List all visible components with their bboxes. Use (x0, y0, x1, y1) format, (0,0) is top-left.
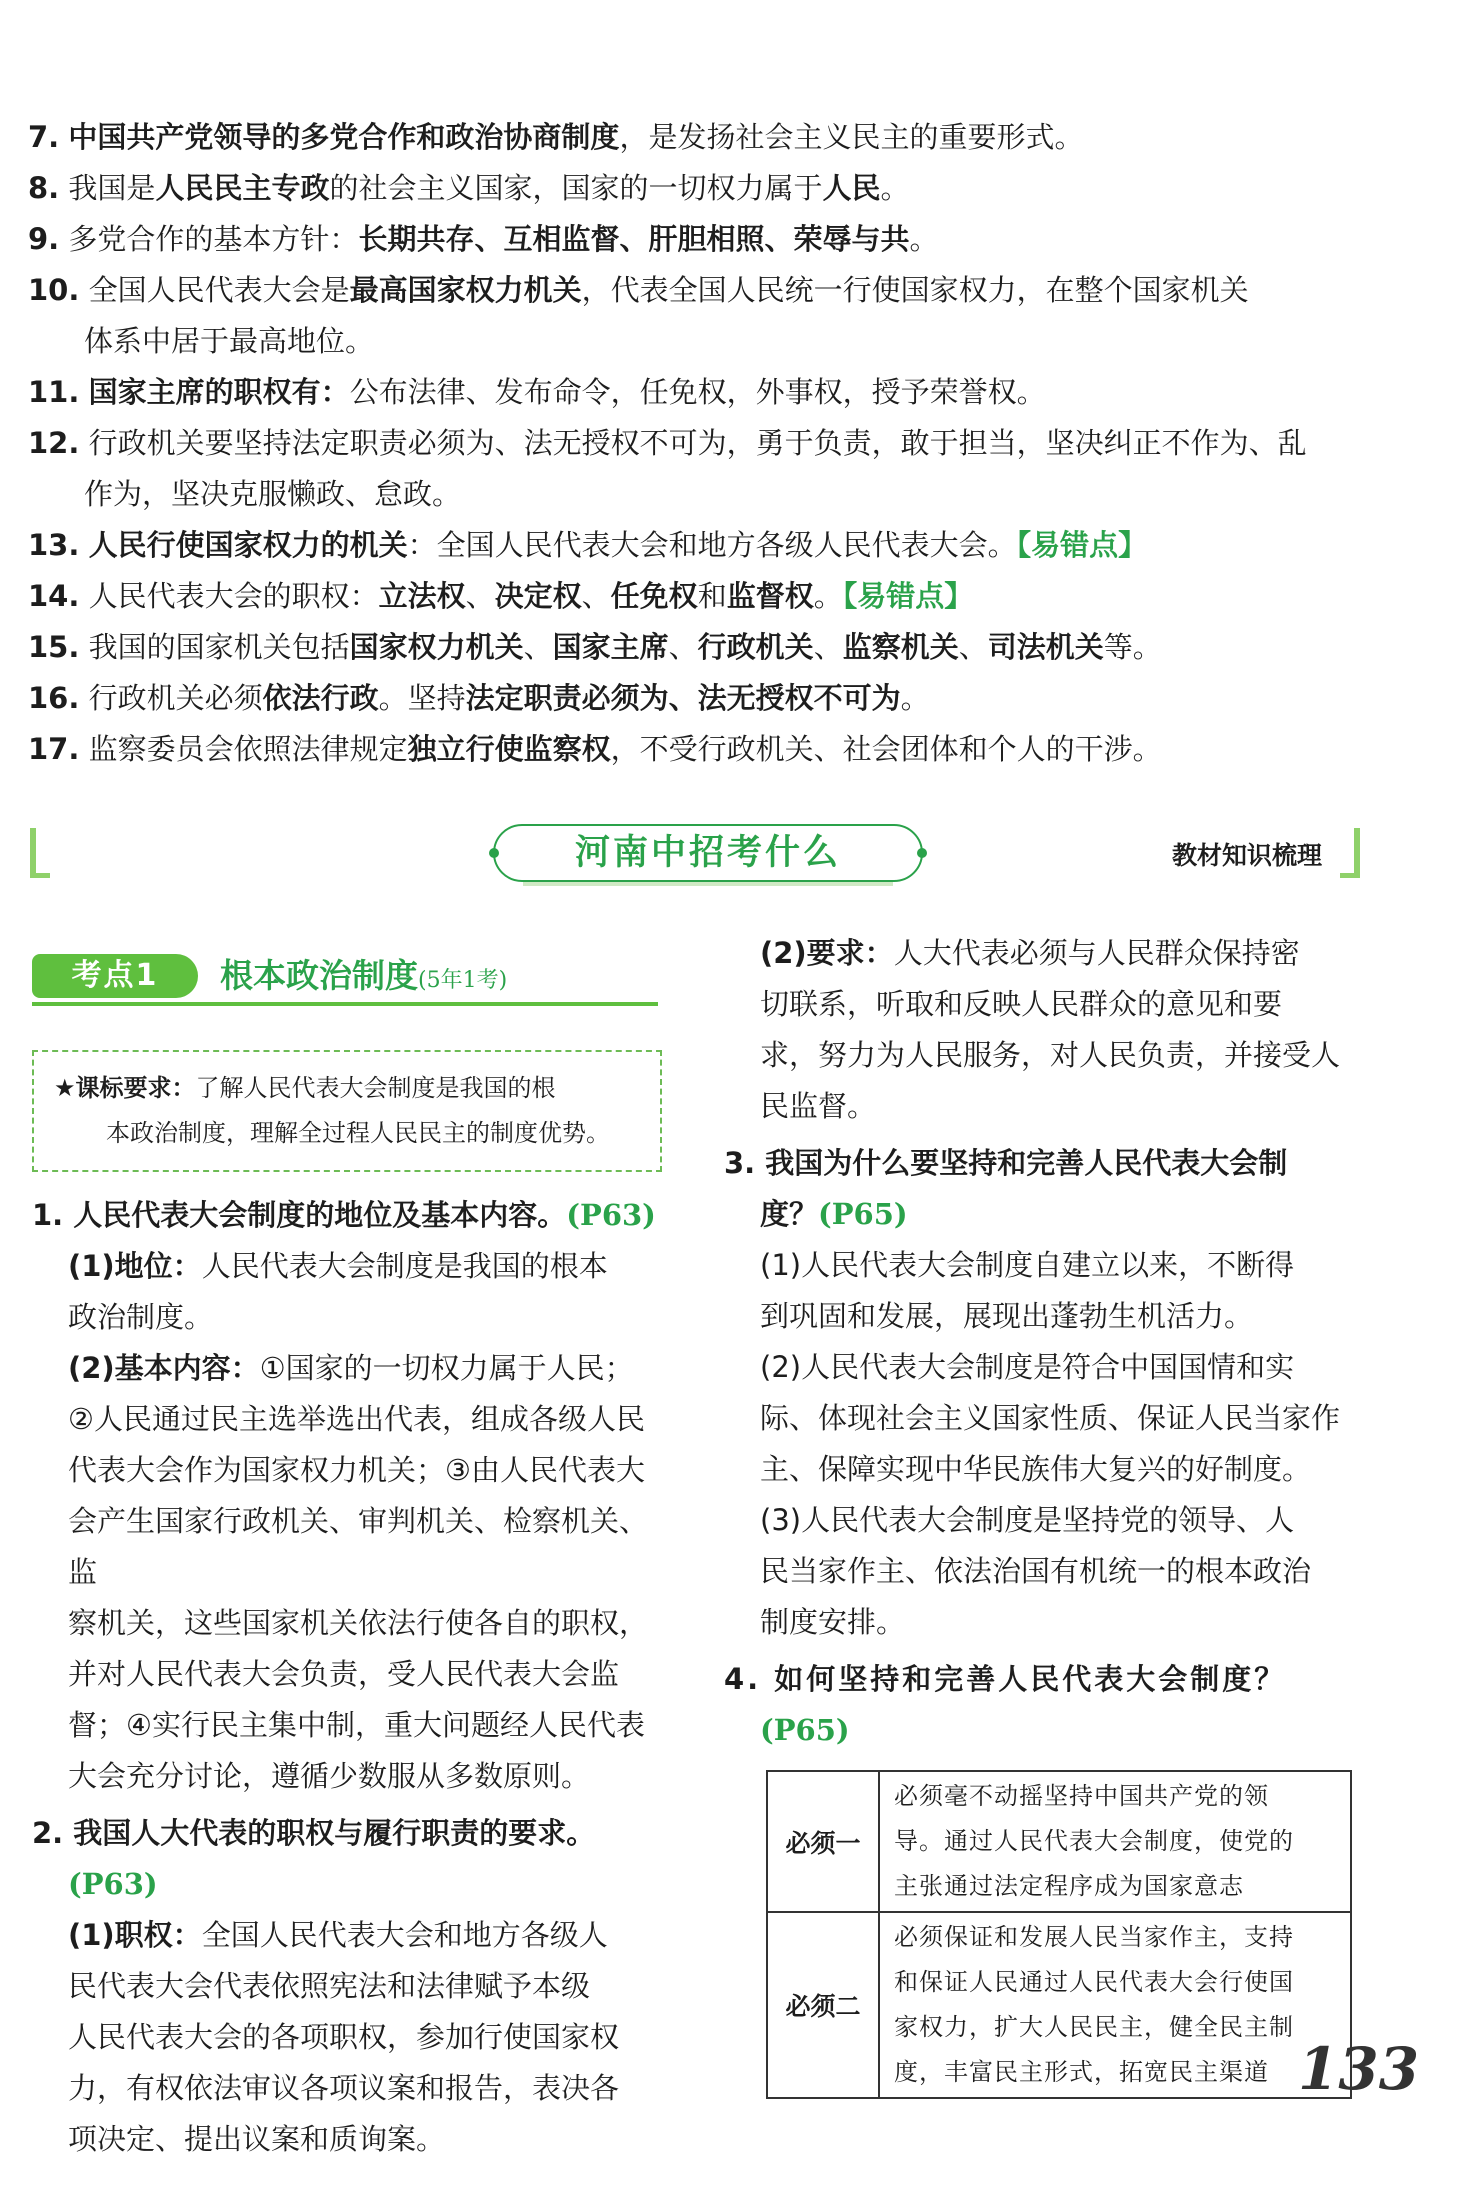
list-item (28, 673, 1363, 724)
answer-line: 会产生国家行政机关、审判机关、检察机关、监 (68, 1504, 649, 1589)
answer-line: (3)人民代表大会制度是坚持党的领导、人 (760, 1503, 1295, 1537)
answer-continuation (32, 1394, 662, 1802)
item-text: 多党合作的基本方针： (68, 222, 359, 256)
item-text: 独立行使监察权 (407, 732, 611, 766)
answer-line: (1)人民代表大会制度自建立以来，不断得 (760, 1248, 1295, 1282)
question-3 (724, 1138, 1364, 1648)
answer-line: 民代表大会代表依照宪法和法律赋予本级 (68, 1969, 591, 2003)
answer-line: 并对人民代表大会负责，受人民代表大会监 (68, 1657, 620, 1691)
dot-decoration (489, 848, 499, 858)
item-text: 任免权 (610, 579, 698, 613)
item-text: 作为，坚决克服懒政、怠政。 (84, 477, 462, 511)
answer-text: ①国家的一切权力属于人民； (259, 1351, 634, 1385)
page-ref: (P63) (566, 1198, 656, 1232)
cell-line: 和保证人民通过人民代表大会行使国 (894, 1968, 1294, 1996)
question-2 (32, 1808, 662, 2165)
answer-line: 政治制度。 (68, 1300, 214, 1334)
item-text: 最高国家权力机关 (349, 273, 582, 307)
item-text: 国家权力机关 (349, 630, 524, 664)
list-item (28, 418, 1363, 469)
answer-line: 人民代表大会的各项职权，参加行使国家权 (68, 2020, 620, 2054)
cell-line: 度，丰富民主形式，拓宽民主渠道 (894, 2058, 1269, 2086)
list-item (28, 520, 1363, 571)
error-prone-tag: 【易错点】 (1016, 528, 1148, 562)
page-ref: (P65) (760, 1713, 850, 1747)
answer-text: 人大代表必须与人民群众保持密 (893, 936, 1300, 970)
answer-line: 切联系，听取和反映人民群众的意见和要 (760, 987, 1283, 1021)
item-text: 、 (581, 579, 611, 613)
answer-line: 际、体现社会主义国家性质、保证人民当家作 (760, 1401, 1341, 1435)
item-number: 11. (28, 375, 80, 409)
item-text: 国家主席的职权有： (88, 375, 350, 409)
table-row (767, 1912, 1351, 2098)
question-title-text: 度？ (760, 1197, 819, 1231)
item-text: 和 (697, 579, 727, 613)
item-text: ，是发扬社会主义民主的重要形式。 (619, 120, 1084, 154)
item-number: 17. (28, 732, 80, 766)
answer-line: 到巩固和发展，展现出蓬勃生机活力。 (760, 1299, 1254, 1333)
item-text: 依法行政 (262, 681, 379, 715)
left-column (32, 952, 662, 2165)
kaodian-title-text: 根本政治制度 (220, 956, 418, 995)
answer-line: 代表大会作为国家权力机关；③由人民代表大 (68, 1453, 645, 1487)
item-text: 。 (813, 579, 843, 613)
list-item (28, 214, 1363, 265)
cell-line: 家权力，扩大人民民主，健全民主制 (894, 2013, 1294, 2041)
answer-line: 大会充分讨论，遵循少数服从多数原则。 (68, 1759, 591, 1793)
item-text: 监督权 (726, 579, 814, 613)
item-text: 。坚持 (378, 681, 466, 715)
answer-line: (2)人民代表大会制度是符合中国国情和实 (760, 1350, 1295, 1384)
standard-line: 了解人民代表大会制度是我国的根 (195, 1074, 556, 1102)
list-item (28, 265, 1363, 316)
question-title-text: 2. 我国人大代表的职权与履行职责的要求。 (32, 1816, 596, 1850)
cell-line: 必须毫不动摇坚持中国共产党的领 (894, 1782, 1269, 1810)
answer-label: (2)基本内容： (68, 1351, 260, 1385)
question-3-answers (724, 1240, 1364, 1648)
banner-pill (493, 824, 923, 882)
answer-line: ②人民通过民主选举选出代表，组成各级人民 (68, 1402, 645, 1436)
list-item (28, 724, 1363, 775)
question-1 (32, 1190, 662, 1802)
item-text: 、 (813, 630, 843, 664)
item-text: 。 (880, 171, 910, 205)
item-text: 。 (909, 222, 939, 256)
answer-line: 求，努力为人民服务，对人民负责，并接受人 (760, 1038, 1341, 1072)
answer-line: 项决定、提出议案和质询案。 (68, 2122, 446, 2156)
answer-label: (1)职权： (68, 1918, 202, 1952)
item-text: 中国共产党领导的多党合作和政治协商制度 (68, 120, 620, 154)
item-text: 。 (900, 681, 930, 715)
list-item-continuation (28, 316, 1363, 367)
row-label: 必须一 (767, 1771, 879, 1912)
item-text: ，不受行政机关、社会团体和个人的干涉。 (610, 732, 1162, 766)
item-text: 体系中居于最高地位。 (84, 324, 375, 358)
question-4 (724, 1654, 1364, 2099)
item-text: 行政机关必须 (88, 681, 263, 715)
question-title-text: 3. 我国为什么要坚持和完善人民代表大会制 (724, 1146, 1288, 1180)
dot-decoration (917, 848, 927, 858)
kaodian-badge: 考点1 (32, 954, 198, 998)
item-text: ，代表全国人民统一行使国家权力，在整个国家机关 (581, 273, 1249, 307)
section-banner (30, 822, 1360, 892)
item-text: 人民 (822, 171, 881, 205)
item-text: 人民行使国家权力的机关 (88, 528, 408, 562)
item-text: 、 (465, 579, 495, 613)
answer-line (32, 1343, 662, 1394)
answer-line: 督；④实行民主集中制，重大问题经人民代表 (68, 1708, 645, 1742)
item-text: 全国人民代表大会是 (88, 273, 350, 307)
page-ref: (P65) (818, 1197, 908, 1231)
row-label: 必须二 (767, 1912, 879, 2098)
answer-line: 主、保障实现中华民族伟大复兴的好制度。 (760, 1452, 1312, 1486)
list-item (28, 367, 1363, 418)
cell-line: 主张通过法定程序成为国家意志 (894, 1872, 1244, 1900)
row-text (879, 1912, 1351, 2098)
answer-line: 民监督。 (760, 1089, 877, 1123)
question-2-ref (32, 1859, 662, 1910)
item-text: 决定权 (494, 579, 582, 613)
item-number: 16. (28, 681, 80, 715)
question-3-title (724, 1138, 1364, 1189)
answer-line: 力，有权依法审议各项议案和报告，表决各 (68, 2071, 620, 2105)
item-text: 国家主席 (552, 630, 669, 664)
curriculum-standard-box (32, 1050, 662, 1172)
item-number: 14. (28, 579, 80, 613)
item-number: 15. (28, 630, 80, 664)
answer-line (724, 928, 1364, 979)
list-item (28, 163, 1363, 214)
standard-line: 本政治制度，理解全过程人民民主的制度优势。 (106, 1119, 610, 1147)
banner-underline (523, 882, 893, 886)
kaodian-underline (32, 1002, 658, 1006)
question-title-text: 1. 人民代表大会制度的地位及基本内容。 (32, 1198, 567, 1232)
item-text: 、 (668, 630, 698, 664)
cell-line: 导。通过人民代表大会制度，使党的 (894, 1827, 1294, 1855)
question-4-title (724, 1654, 1364, 1705)
item-text: 司法机关 (987, 630, 1104, 664)
top-items-list (28, 112, 1363, 775)
item-text: 行政机关 (697, 630, 814, 664)
item-text: 行政机关要坚持法定职责必须为、法无授权不可为，勇于负责，敢于担当，坚决纠正不作为、乱 (88, 426, 1307, 460)
question-3-title-cont (724, 1189, 1364, 1240)
answer-text: 人民代表大会制度是我国的根本 (201, 1249, 608, 1283)
table-row (767, 1771, 1351, 1912)
standard-label: ★课标要求： (54, 1074, 196, 1102)
item-text: 、 (523, 630, 553, 664)
item-text: 等。 (1103, 630, 1162, 664)
list-item (28, 571, 1363, 622)
banner-subtitle: 教材知识梳理 (1171, 841, 1322, 870)
item-text: 的社会主义国家，国家的一切权力属于 (329, 171, 823, 205)
left-bracket-decoration (30, 828, 50, 878)
answer-line (32, 1241, 662, 1292)
row-text (879, 1771, 1351, 1912)
item-number: 13. (28, 528, 80, 562)
list-item (28, 112, 1363, 163)
item-text: 监察委员会依照法律规定 (88, 732, 408, 766)
kaodian-note: (5年1考) (418, 968, 508, 993)
item-text: 立法权 (378, 579, 466, 613)
item-text: 人民代表大会的职权： (88, 579, 379, 613)
banner-title: 河南中招考什么 (574, 833, 841, 873)
error-prone-tag: 【易错点】 (842, 579, 974, 613)
item-text: ：全国人民代表大会和地方各级人民代表大会。 (407, 528, 1017, 562)
answer-text: 全国人民代表大会和地方各级人 (201, 1918, 608, 1952)
answer-line: 民当家作主、依法治国有机统一的根本政治 (760, 1554, 1312, 1588)
question-1-title (32, 1190, 662, 1241)
item-number: 10. (28, 273, 80, 307)
kaodian-header (32, 952, 662, 1008)
list-item (28, 622, 1363, 673)
answer-label: (2)要求： (760, 936, 894, 970)
question-4-ref (724, 1705, 1364, 1756)
item-text: 人民民主专政 (155, 171, 330, 205)
item-text: 长期共存、互相监督、肝胆相照、荣辱与共 (358, 222, 910, 256)
item-text: 我国的国家机关包括 (88, 630, 350, 664)
answer-continuation (724, 979, 1364, 1132)
page-ref: (P63) (68, 1867, 158, 1901)
list-item-continuation (28, 469, 1363, 520)
answer-label: (1)地位： (68, 1249, 202, 1283)
requirements-table (766, 1770, 1352, 2099)
right-bracket-decoration (1340, 828, 1360, 878)
answer-continuation (32, 1961, 662, 2165)
question-2-title (32, 1808, 662, 1859)
item-number: 8. (28, 171, 60, 205)
item-text: 监察机关 (842, 630, 959, 664)
item-number: 9. (28, 222, 60, 256)
item-text: 我国是 (68, 171, 156, 205)
question-title-text: 4. 如何坚持和完善人民代表大会制度？ (724, 1662, 1287, 1696)
page-number: 133 (1298, 2035, 1420, 2103)
kaodian-title (220, 952, 507, 1005)
item-text: 法定职责必须为、法无授权不可为 (465, 681, 901, 715)
item-number: 12. (28, 426, 80, 460)
right-column (724, 928, 1364, 2099)
item-text: 公布法律、发布命令，任免权，外事权，授予荣誉权。 (349, 375, 1046, 409)
answer-line (32, 1910, 662, 1961)
item-number: 7. (28, 120, 60, 154)
answer-line: 制度安排。 (760, 1605, 906, 1639)
item-text: 、 (958, 630, 988, 664)
cell-line: 必须保证和发展人民当家作主，支持 (894, 1923, 1294, 1951)
answer-line: 察机关，这些国家机关依法行使各自的职权， (68, 1606, 649, 1640)
